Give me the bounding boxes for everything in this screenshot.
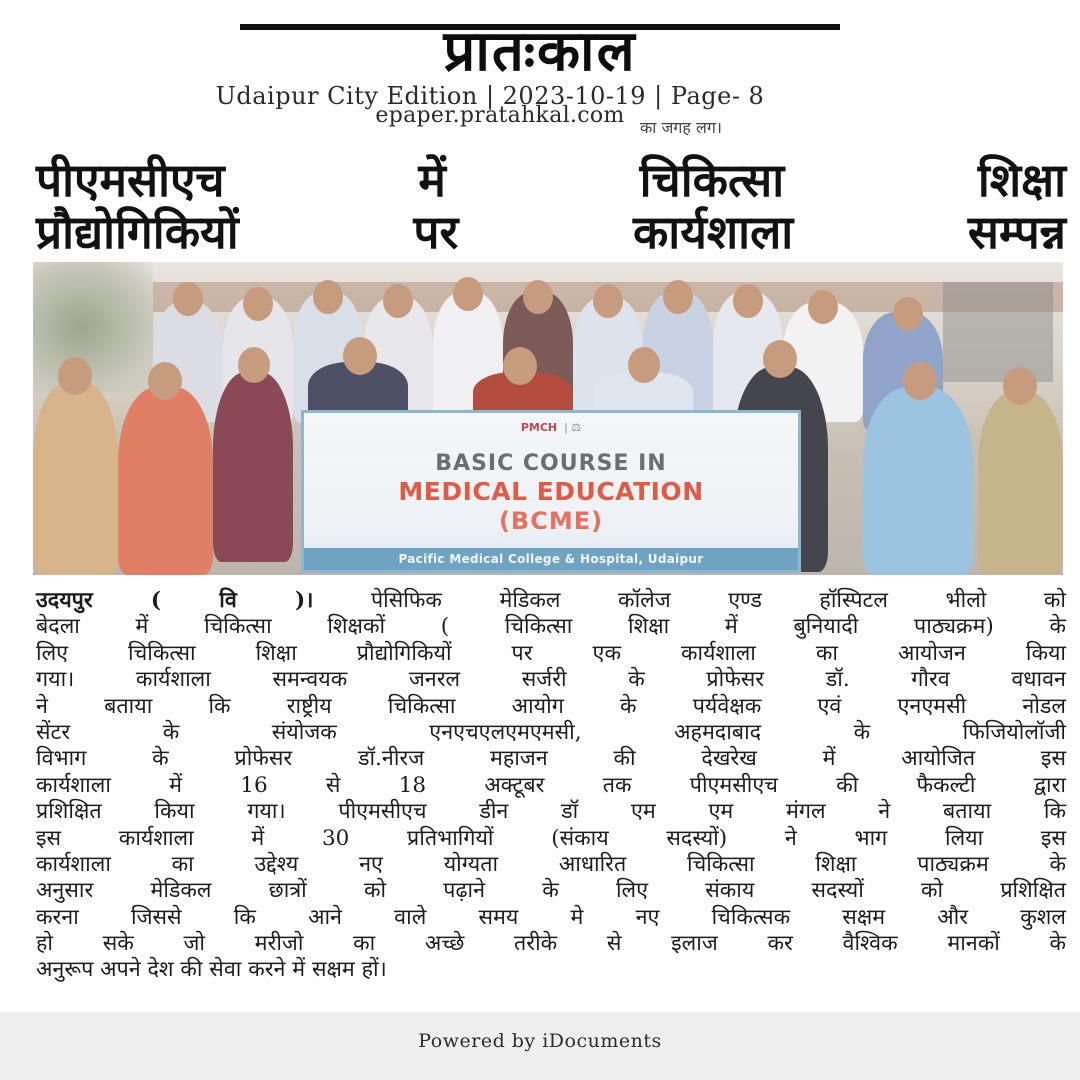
clipped-text-fragment — [640, 118, 780, 137]
banner-line-2: MEDICAL EDUCATION — [398, 477, 704, 506]
epaper-url: epaper.pratahkal.com — [375, 103, 625, 128]
emblem-icon: | ⚖ — [560, 421, 582, 434]
person-head — [58, 357, 92, 395]
person-maroon — [213, 372, 293, 562]
person-head — [893, 297, 923, 331]
person-head — [763, 340, 797, 378]
person-head — [503, 347, 537, 385]
photo-window — [943, 282, 1053, 382]
article-line: इस कार्यशाला में 30 प्रतिभागियों (संकाय सदस्यों) ने भाग लिया इस — [36, 825, 1066, 851]
powered-by-text: Powered by iDocuments — [418, 1030, 662, 1052]
person-head — [628, 347, 660, 383]
person-head — [733, 284, 763, 318]
person-head — [903, 362, 937, 400]
article-line: गया। कार्यशाला समन्वयक जनरल सर्जरी के प्रोफेसर डॉ. गौरव वधावन — [36, 667, 1066, 693]
person-head — [238, 347, 270, 383]
article-line: प्रशिक्षित किया गया। पीएमसीएच डीन डॉ एम एम मंगल ने बताया कि — [36, 799, 1066, 825]
article-line: लिए चिकित्सा शिक्षा प्रौद्योगिकियों पर एक कार्यशाला का आयोजन किया — [36, 640, 1066, 666]
article-text: पेसिफिक मेडिकल कॉलेज एण्ड हॉस्पिटल भीलो को — [370, 588, 1066, 613]
person-head — [1003, 367, 1037, 405]
banner-footer: Pacific Medical College & Hospital, Udaipur — [304, 548, 798, 570]
banner-logos — [304, 419, 798, 437]
photo-trees — [33, 262, 153, 392]
bcme-banner — [301, 410, 801, 573]
footer-bar — [0, 1012, 1080, 1080]
article-line: हो सके जो मरीजो का अच्छे तरीके से इलाज कर वैश्विक मानकों के — [36, 931, 1066, 957]
person-head — [343, 337, 377, 375]
person-head — [808, 290, 838, 324]
person-saree-beige — [33, 382, 118, 575]
article-line: विभाग के प्रोफेसर डॉ.नीरज महाजन की देखरेख में आयोजित इस — [36, 746, 1066, 772]
article-line: कार्यशाला का उद्देश्य नए योग्यता आधारित चिकित्सा शिक्षा पाठ्यक्रम के — [36, 851, 1066, 877]
article-line: सेंटर के संयोजक एनएचएलएमएमसी, अहमदाबाद के फिजियोलॉजी — [36, 719, 1066, 745]
person-suit-khaki — [978, 392, 1063, 575]
person-head — [383, 284, 413, 318]
banner-line-1: BASIC COURSE IN — [435, 451, 667, 476]
person-head — [593, 284, 623, 318]
article-line — [36, 588, 1066, 614]
newspaper-name: प्रातःकाल — [443, 19, 637, 84]
person-head — [523, 280, 553, 314]
person-saree-coral — [118, 387, 213, 575]
person-head — [663, 280, 693, 314]
article-line: अनुसार मेडिकल छात्रों को पढ़ाने के लिए संकाय सदस्यों को प्रशिक्षित — [36, 878, 1066, 904]
pmch-logo: PMCH — [520, 421, 558, 434]
person-head — [148, 362, 182, 400]
article-line: करना जिससे कि आने वाले समय मे नए चिकित्सक सक्षम और कुशल — [36, 904, 1066, 930]
headline-line-2: प्रौद्योगिकियों पर कार्यशाला सम्पन्न — [36, 205, 1066, 259]
person-head — [313, 280, 343, 314]
person-head — [243, 287, 273, 321]
article-line: बेदला में चिकित्सा शिक्षकों ( चिकित्सा शिक्षा में बुनियादी पाठ्यक्रम) के — [36, 614, 1066, 640]
banner-line-3: (BCME) — [498, 507, 604, 535]
edition-info: Udaipur City Edition | 2023-10-19 | Page- 8 — [215, 82, 765, 110]
person-head — [173, 282, 203, 316]
article-line: ने बताया कि राष्ट्रीय चिकित्सा आयोग के पर्यवेक्षक एवं एनएमसी नोडल — [36, 693, 1066, 719]
person-saree-blue — [863, 387, 973, 575]
article-line: कार्यशाला में 16 से 18 अक्टूबर तक पीएमसीएच की फैकल्टी द्वारा — [36, 772, 1066, 798]
person-head — [453, 277, 483, 311]
group-photo — [33, 262, 1063, 575]
newspaper-masthead-logo — [230, 18, 850, 82]
clipped-text: का जगह लग। — [640, 118, 722, 137]
dateline: उदयपुर ( वि )। — [36, 588, 314, 613]
headline-line-1: पीएमसीएच में चिकित्सा शिक्षा — [36, 153, 1066, 207]
article-body — [36, 588, 1066, 984]
article-line: अनुरूप अपने देश की सेवा करने में सक्षम हों। — [36, 957, 387, 983]
